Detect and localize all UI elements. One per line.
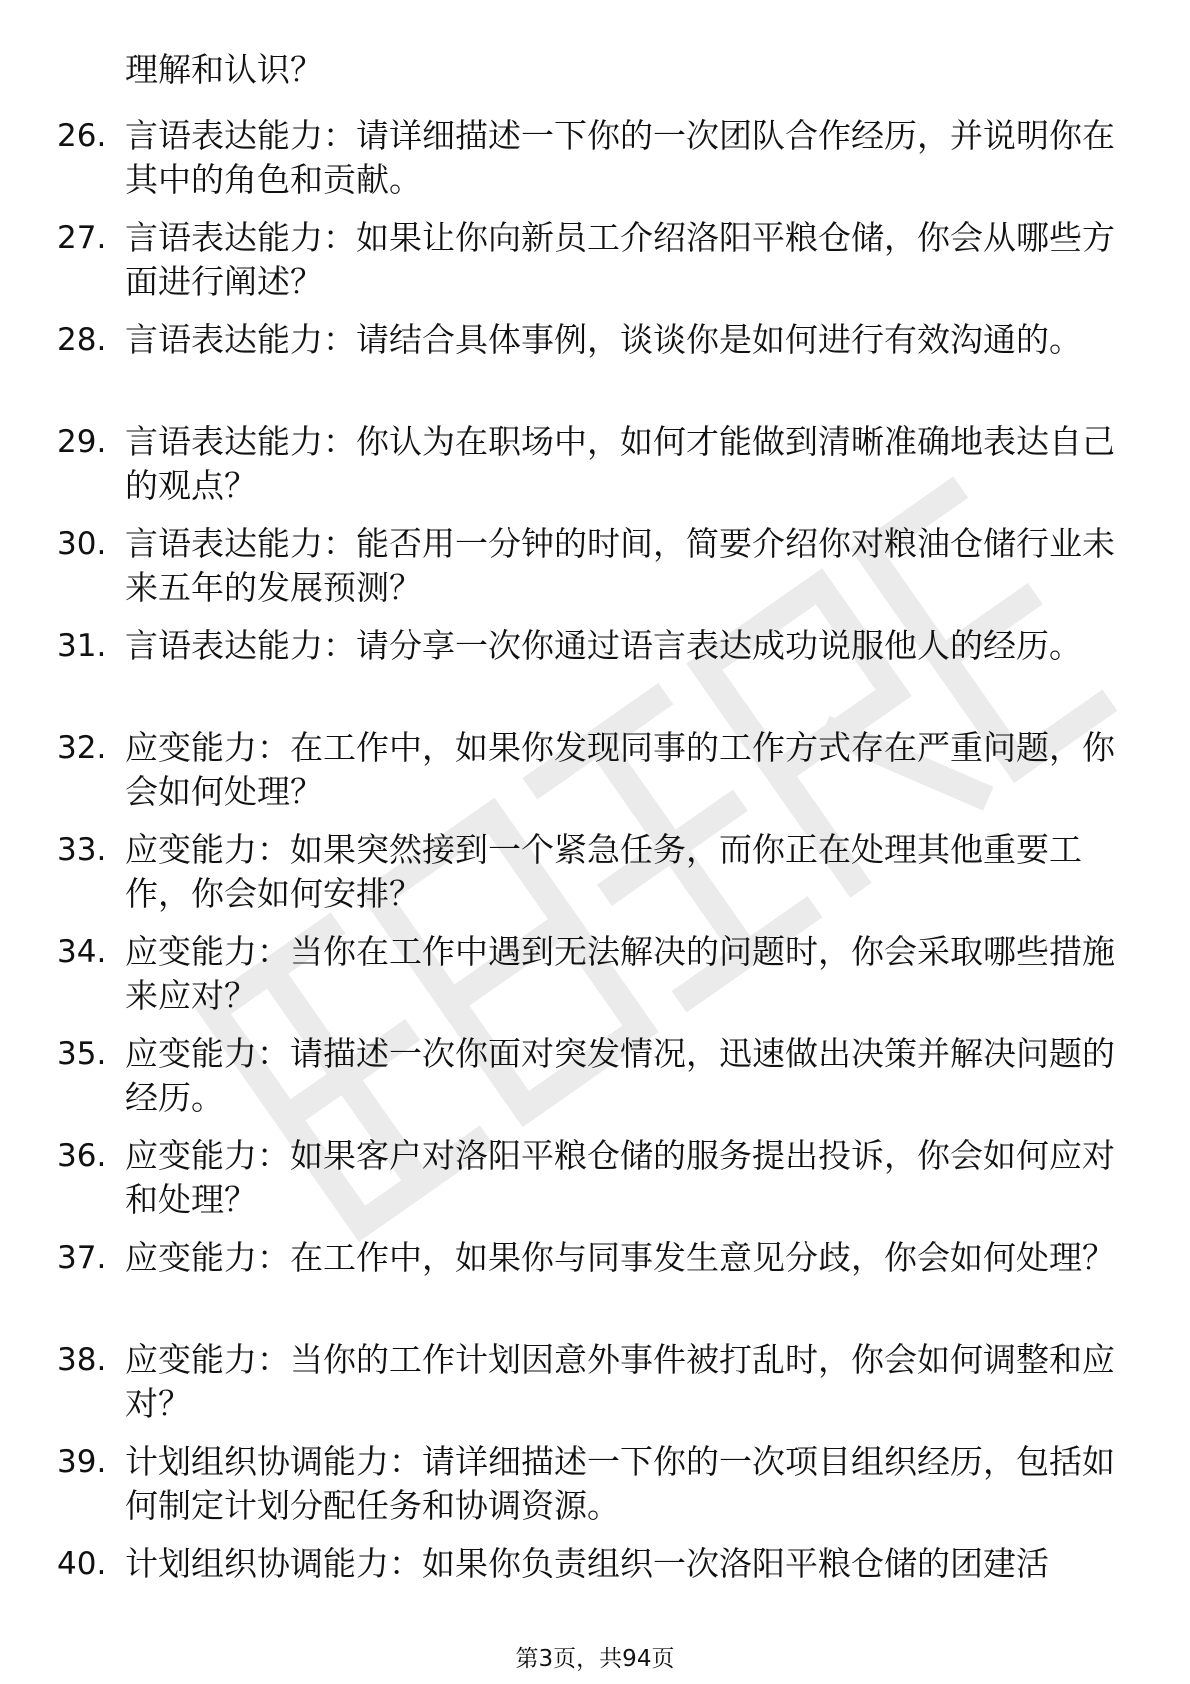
question-text: 言语表达能力：请详细描述一下你的一次团队合作经历，并说明你在其中的角色和贡献。 [125,116,1115,199]
question-item [0,216,1190,318]
question-number: 34. [57,934,107,970]
continued-question-text: 理解和认识？ [125,50,323,89]
question-number: 29. [57,424,107,460]
question-number: 28. [57,322,107,358]
question-item [0,522,1190,624]
question-number: 32. [57,730,107,766]
question-item [0,726,1190,828]
question-text: 应变能力：当你在工作中遇到无法解决的问题时，你会采取哪些措施来应对？ [125,932,1115,1015]
question-text: 应变能力：请描述一次你面对突发情况，迅速做出决策并解决问题的经历。 [125,1034,1115,1117]
question-list [0,114,1190,1644]
question-item [0,930,1190,1032]
question-text: 应变能力：在工作中，如果你发现同事的工作方式存在严重问题，你会如何处理？ [125,728,1115,811]
question-text: 计划组织协调能力：请详细描述一下你的一次项目组织经历，包括如何制定计划分配任务和协调资源。 [125,1442,1115,1525]
question-item [0,624,1190,726]
question-item [0,1440,1190,1542]
question-number: 37. [57,1240,107,1276]
question-item [0,1236,1190,1338]
question-text: 应变能力：如果突然接到一个紧急任务，而你正在处理其他重要工作，你会如何安排？ [125,830,1082,913]
question-text: 言语表达能力：请分享一次你通过语言表达成功说服他人的经历。 [125,626,1082,665]
question-number: 30. [57,526,107,562]
question-number: 26. [57,118,107,154]
question-text: 言语表达能力：如果让你向新员工介绍洛阳平粮仓储，你会从哪些方面进行阐述？ [125,218,1115,301]
question-item [0,318,1190,420]
question-text: 应变能力：在工作中，如果你与同事发生意见分歧，你会如何处理？ [125,1238,1115,1277]
question-item [0,1542,1190,1644]
question-number: 27. [57,220,107,256]
question-item [0,1338,1190,1440]
question-number: 31. [57,628,107,664]
question-number: 33. [57,832,107,868]
question-number: 40. [57,1546,107,1582]
question-number: 35. [57,1036,107,1072]
question-text: 应变能力：如果客户对洛阳平粮仓储的服务提出投诉，你会如何应对和处理？ [125,1136,1115,1219]
question-item [0,828,1190,930]
question-item [0,1032,1190,1134]
question-text: 应变能力：当你的工作计划因意外事件被打乱时，你会如何调整和应对？ [125,1340,1115,1423]
question-item [0,420,1190,522]
question-number: 39. [57,1444,107,1480]
question-item [0,114,1190,216]
question-text: 言语表达能力：能否用一分钟的时间，简要介绍你对粮油仓储行业未来五年的发展预测？ [125,524,1115,607]
question-text: 言语表达能力：你认为在职场中，如何才能做到清晰准确地表达自己的观点？ [125,422,1115,505]
page-footer: 第3页，共94页 [515,1646,675,1672]
question-text: 计划组织协调能力：如果你负责组织一次洛阳平粮仓储的团建活 [125,1544,1049,1583]
question-item [0,1134,1190,1236]
question-text: 言语表达能力：请结合具体事例，谈谈你是如何进行有效沟通的。 [125,320,1082,359]
question-number: 36. [57,1138,107,1174]
question-number: 38. [57,1342,107,1378]
